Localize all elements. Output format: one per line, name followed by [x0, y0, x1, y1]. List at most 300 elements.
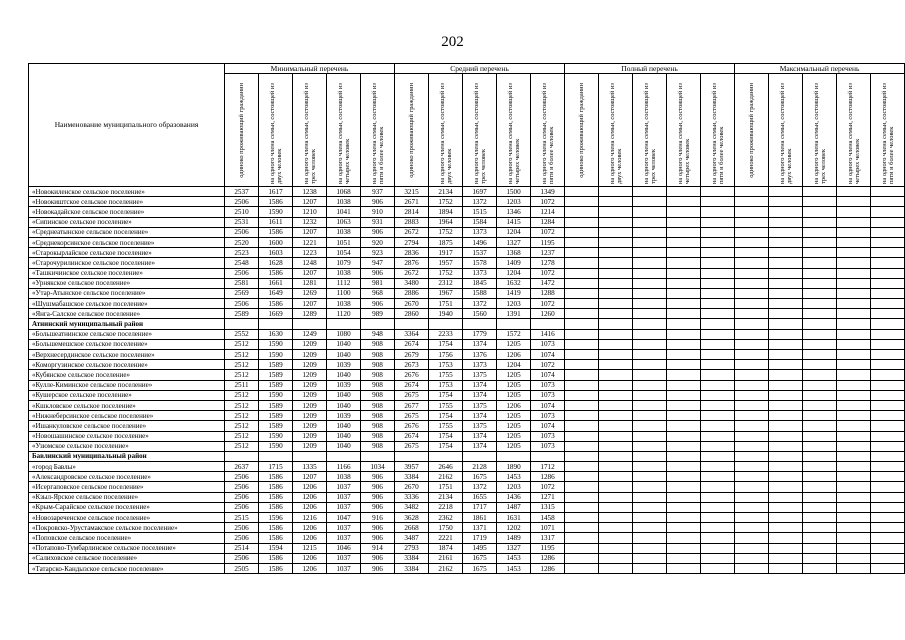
value-cell: [803, 502, 837, 512]
value-cell: [633, 380, 667, 390]
value-cell: [735, 390, 769, 400]
value-cell: 1630: [259, 329, 293, 339]
value-cell: 2506: [225, 533, 259, 543]
value-cell: [667, 421, 701, 431]
value-cell: [837, 278, 871, 288]
value-cell: [803, 268, 837, 278]
value-cell: 2676: [395, 421, 429, 431]
value-cell: 2512: [225, 350, 259, 360]
value-cell: [735, 299, 769, 309]
value-cell: [735, 319, 769, 329]
district-name: Атнинский муниципальный район: [29, 319, 225, 329]
value-cell: [735, 513, 769, 523]
value-cell: 1166: [327, 462, 361, 472]
municipality-name: «Среднекорсинское сельское поселение»: [29, 237, 225, 247]
value-cell: 908: [361, 411, 395, 421]
value-cell: [837, 533, 871, 543]
value-cell: 1195: [531, 237, 565, 247]
value-cell: 2674: [395, 339, 429, 349]
value-cell: 948: [361, 329, 395, 339]
value-cell: [871, 278, 905, 288]
value-cell: [667, 482, 701, 492]
value-cell: 1315: [531, 502, 565, 512]
value-cell: [565, 299, 599, 309]
value-cell: 1751: [429, 299, 463, 309]
value-cell: 908: [361, 350, 395, 360]
value-cell: [667, 258, 701, 268]
value-cell: [735, 370, 769, 380]
value-cell: 2520: [225, 237, 259, 247]
value-cell: 1590: [259, 441, 293, 451]
value-cell: [803, 339, 837, 349]
value-cell: 1628: [259, 258, 293, 268]
value-cell: 1073: [531, 441, 565, 451]
value-cell: 1237: [531, 248, 565, 258]
value-cell: [735, 451, 769, 461]
value-cell: [701, 533, 735, 543]
value-cell: [633, 421, 667, 431]
municipality-name: «Новокиштское сельское поселение»: [29, 197, 225, 207]
column-header: [633, 74, 667, 187]
value-cell: [633, 553, 667, 563]
municipality-name: «Утар-Атынское сельское поселение»: [29, 288, 225, 298]
table-row: [29, 472, 905, 482]
value-cell: [871, 329, 905, 339]
value-cell: 1206: [293, 563, 327, 573]
column-header-label: одиноко проживающий гражданин: [578, 82, 586, 178]
value-cell: 1754: [429, 431, 463, 441]
value-cell: [735, 329, 769, 339]
value-cell: 3384: [395, 553, 429, 563]
value-cell: [803, 329, 837, 339]
value-cell: 1209: [293, 441, 327, 451]
value-cell: [599, 248, 633, 258]
district-name: Бавлинский муниципальный район: [29, 451, 225, 461]
value-cell: [871, 563, 905, 573]
group-header-row: [29, 64, 905, 74]
value-cell: 2506: [225, 492, 259, 502]
value-cell: [701, 431, 735, 441]
municipality-name: «Большеатнинское сельское поселение»: [29, 329, 225, 339]
value-cell: 1040: [327, 431, 361, 441]
value-cell: 1207: [293, 197, 327, 207]
value-cell: [769, 258, 803, 268]
value-cell: [429, 451, 463, 461]
value-cell: [803, 319, 837, 329]
value-cell: [599, 268, 633, 278]
value-cell: 1232: [293, 217, 327, 227]
value-cell: 1669: [259, 309, 293, 319]
value-cell: 914: [361, 543, 395, 553]
value-cell: 2506: [225, 299, 259, 309]
value-cell: [327, 451, 361, 461]
value-cell: [701, 421, 735, 431]
municipality-name: «Узюмское сельское поселение»: [29, 441, 225, 451]
value-cell: [633, 431, 667, 441]
value-cell: 1346: [497, 207, 531, 217]
value-cell: [667, 197, 701, 207]
value-cell: 931: [361, 217, 395, 227]
value-cell: 1317: [531, 533, 565, 543]
value-cell: [837, 248, 871, 258]
value-cell: 1712: [531, 462, 565, 472]
value-cell: 1046: [327, 543, 361, 553]
municipality-name: «Ташкичинское сельское поселение»: [29, 268, 225, 278]
value-cell: [667, 350, 701, 360]
value-cell: [633, 513, 667, 523]
value-cell: 1374: [463, 441, 497, 451]
municipality-name: «Покровско-Урустамакское сельское поселение»: [29, 523, 225, 533]
value-cell: [599, 390, 633, 400]
value-cell: 1349: [531, 187, 565, 197]
value-cell: [633, 411, 667, 421]
column-header-label: на одного члена семьи, состоящей из трех человек: [642, 83, 657, 184]
value-cell: [633, 390, 667, 400]
value-cell: 2506: [225, 523, 259, 533]
value-cell: [837, 472, 871, 482]
value-cell: 2674: [395, 431, 429, 441]
column-header-label: на одного члена семьи, состоящей из двух человек: [778, 83, 793, 184]
value-cell: [837, 207, 871, 217]
column-header-label: на одного члена семьи, состоящей из трех человек: [302, 83, 317, 184]
value-cell: 1207: [293, 227, 327, 237]
value-cell: 1223: [293, 248, 327, 258]
value-cell: 1207: [293, 268, 327, 278]
column-header-label: на одного члена семьи, состоящей из четырех человек: [336, 83, 351, 184]
column-header-label: на одного члена семьи, состоящей из двух человек: [438, 83, 453, 184]
value-cell: [803, 411, 837, 421]
column-header-label: на одного члена семьи, состоящей из двух человек: [268, 83, 283, 184]
value-cell: [837, 299, 871, 309]
value-cell: 1112: [327, 278, 361, 288]
value-cell: 2506: [225, 227, 259, 237]
value-cell: [701, 309, 735, 319]
value-cell: 1072: [531, 299, 565, 309]
value-cell: [837, 237, 871, 247]
value-cell: [803, 431, 837, 441]
value-cell: [769, 411, 803, 421]
value-cell: [769, 227, 803, 237]
value-cell: 2794: [395, 237, 429, 247]
value-cell: 1611: [259, 217, 293, 227]
value-cell: 1209: [293, 370, 327, 380]
municipality-name: «Кулле-Киминское сельское поселение»: [29, 380, 225, 390]
value-cell: [735, 217, 769, 227]
value-cell: [599, 472, 633, 482]
value-cell: [871, 482, 905, 492]
value-cell: [667, 462, 701, 472]
value-cell: 1753: [429, 360, 463, 370]
value-cell: 906: [361, 492, 395, 502]
value-cell: [769, 482, 803, 492]
value-cell: 1940: [429, 309, 463, 319]
value-cell: 1589: [259, 360, 293, 370]
value-cell: [803, 207, 837, 217]
value-cell: [463, 451, 497, 461]
value-cell: 2814: [395, 207, 429, 217]
value-cell: [497, 319, 531, 329]
value-cell: 1500: [497, 187, 531, 197]
value-cell: [565, 390, 599, 400]
value-cell: 1205: [497, 421, 531, 431]
value-cell: [565, 370, 599, 380]
value-cell: 1286: [531, 563, 565, 573]
value-cell: [633, 400, 667, 410]
value-cell: [803, 237, 837, 247]
value-cell: [735, 482, 769, 492]
value-cell: [837, 350, 871, 360]
value-cell: [599, 513, 633, 523]
value-cell: 1204: [497, 227, 531, 237]
value-cell: [599, 319, 633, 329]
table-row: [29, 441, 905, 451]
value-cell: [871, 207, 905, 217]
value-cell: [667, 288, 701, 298]
value-cell: [327, 319, 361, 329]
value-cell: [769, 523, 803, 533]
value-cell: 1779: [463, 329, 497, 339]
value-cell: [599, 299, 633, 309]
value-cell: [599, 411, 633, 421]
value-cell: 1376: [463, 350, 497, 360]
value-cell: 1335: [293, 462, 327, 472]
value-cell: 2679: [395, 350, 429, 360]
value-cell: [599, 339, 633, 349]
table-row: [29, 227, 905, 237]
value-cell: 1415: [497, 217, 531, 227]
column-header: [463, 74, 497, 187]
value-cell: 2506: [225, 197, 259, 207]
value-cell: [871, 350, 905, 360]
value-cell: [871, 513, 905, 523]
value-cell: 2162: [429, 472, 463, 482]
value-cell: 2675: [395, 411, 429, 421]
table-row: [29, 329, 905, 339]
value-cell: 1572: [497, 329, 531, 339]
value-cell: [803, 187, 837, 197]
value-cell: [633, 258, 667, 268]
value-cell: 3482: [395, 502, 429, 512]
value-cell: 1374: [463, 431, 497, 441]
value-cell: 2569: [225, 288, 259, 298]
value-cell: 2505: [225, 563, 259, 573]
value-cell: [599, 563, 633, 573]
value-cell: 1586: [259, 563, 293, 573]
value-cell: 2886: [395, 288, 429, 298]
value-cell: 1037: [327, 553, 361, 563]
value-cell: 2589: [225, 309, 259, 319]
value-cell: [599, 329, 633, 339]
value-cell: 937: [361, 187, 395, 197]
value-cell: [803, 360, 837, 370]
value-cell: [667, 237, 701, 247]
value-cell: [667, 441, 701, 451]
value-cell: 910: [361, 207, 395, 217]
value-cell: [633, 451, 667, 461]
value-cell: [701, 400, 735, 410]
column-header-label: на одного члена семьи, состоящей из пяти и более человек: [540, 83, 555, 184]
value-cell: [633, 309, 667, 319]
value-cell: [803, 451, 837, 461]
value-cell: 1375: [463, 370, 497, 380]
value-cell: [871, 248, 905, 258]
value-cell: 920: [361, 237, 395, 247]
value-cell: [769, 207, 803, 217]
column-header: [395, 74, 429, 187]
value-cell: [735, 309, 769, 319]
value-cell: [701, 370, 735, 380]
value-cell: 1600: [259, 237, 293, 247]
municipality-name: «Нижнеберсинское сельское поселение»: [29, 411, 225, 421]
value-cell: 1206: [497, 350, 531, 360]
column-header-label: на одного члена семьи, состоящей из пяти и более человек: [370, 83, 385, 184]
value-cell: [633, 482, 667, 492]
value-cell: 1209: [293, 421, 327, 431]
value-cell: [837, 523, 871, 533]
table-row: [29, 217, 905, 227]
value-cell: 1589: [259, 370, 293, 380]
value-cell: 1202: [497, 523, 531, 533]
value-cell: [837, 339, 871, 349]
price-table: [28, 63, 905, 574]
value-cell: [599, 197, 633, 207]
value-cell: 1281: [293, 278, 327, 288]
value-cell: 1209: [293, 431, 327, 441]
value-cell: 1489: [497, 533, 531, 543]
value-cell: [871, 339, 905, 349]
value-cell: [735, 248, 769, 258]
column-header: [293, 74, 327, 187]
value-cell: 2672: [395, 268, 429, 278]
value-cell: [803, 462, 837, 472]
value-cell: [769, 268, 803, 278]
value-cell: [633, 268, 667, 278]
value-cell: 1586: [259, 523, 293, 533]
table-row: [29, 400, 905, 410]
value-cell: 1487: [497, 502, 531, 512]
value-cell: 1586: [259, 472, 293, 482]
table-row: [29, 370, 905, 380]
value-cell: 1874: [429, 543, 463, 553]
value-cell: [667, 543, 701, 553]
value-cell: [769, 543, 803, 553]
value-cell: 1260: [531, 309, 565, 319]
value-cell: [769, 248, 803, 258]
value-cell: [667, 431, 701, 441]
value-cell: 1750: [429, 523, 463, 533]
value-cell: 1037: [327, 563, 361, 573]
municipality-name: «Шушмабашское сельское поселение»: [29, 299, 225, 309]
value-cell: 1594: [259, 543, 293, 553]
value-cell: 1374: [463, 411, 497, 421]
value-cell: [599, 288, 633, 298]
value-cell: 1578: [463, 258, 497, 268]
table-row: [29, 309, 905, 319]
value-cell: [871, 187, 905, 197]
value-cell: 1072: [531, 197, 565, 207]
value-cell: 1368: [497, 248, 531, 258]
value-cell: [701, 543, 735, 553]
table-row: [29, 431, 905, 441]
value-cell: 1071: [531, 523, 565, 533]
value-cell: 1288: [531, 288, 565, 298]
value-cell: [599, 217, 633, 227]
value-cell: [565, 462, 599, 472]
value-cell: [667, 207, 701, 217]
value-cell: 2161: [429, 553, 463, 563]
value-cell: 1072: [531, 360, 565, 370]
value-cell: [803, 227, 837, 237]
value-cell: 1249: [293, 329, 327, 339]
value-cell: 1040: [327, 370, 361, 380]
value-cell: [667, 400, 701, 410]
value-cell: [769, 278, 803, 288]
table-row: [29, 278, 905, 288]
value-cell: [871, 441, 905, 451]
value-cell: 1845: [463, 278, 497, 288]
column-header-label: одиноко проживающий гражданин: [748, 82, 756, 178]
value-cell: [667, 380, 701, 390]
value-cell: [735, 563, 769, 573]
value-cell: [565, 258, 599, 268]
value-cell: [735, 278, 769, 288]
value-cell: 1675: [463, 563, 497, 573]
value-cell: [565, 492, 599, 502]
value-cell: 1586: [259, 299, 293, 309]
table-row: [29, 237, 905, 247]
table-row: [29, 543, 905, 553]
value-cell: 2515: [225, 513, 259, 523]
value-cell: 1204: [497, 360, 531, 370]
value-cell: 2514: [225, 543, 259, 553]
value-cell: 1586: [259, 227, 293, 237]
value-cell: 1074: [531, 350, 565, 360]
value-cell: [565, 339, 599, 349]
value-cell: [871, 543, 905, 553]
value-cell: [565, 431, 599, 441]
value-cell: 1038: [327, 227, 361, 237]
value-cell: 906: [361, 299, 395, 309]
value-cell: [667, 299, 701, 309]
value-cell: 1586: [259, 197, 293, 207]
value-cell: [565, 360, 599, 370]
value-cell: 2676: [395, 370, 429, 380]
value-cell: [735, 350, 769, 360]
value-cell: [565, 288, 599, 298]
value-cell: 2670: [395, 299, 429, 309]
value-cell: 906: [361, 472, 395, 482]
value-cell: [871, 472, 905, 482]
table-row: [29, 492, 905, 502]
municipality-name: «Новозареченское сельское поселение»: [29, 513, 225, 523]
municipality-name: «Новокадайское сельское поселение»: [29, 207, 225, 217]
section-row: [29, 319, 905, 329]
value-cell: [701, 360, 735, 370]
value-cell: [837, 553, 871, 563]
value-cell: [803, 380, 837, 390]
value-cell: 2548: [225, 258, 259, 268]
value-cell: 2510: [225, 207, 259, 217]
value-cell: [633, 462, 667, 472]
value-cell: [803, 421, 837, 431]
column-header: [531, 74, 565, 187]
value-cell: [871, 492, 905, 502]
value-cell: [803, 278, 837, 288]
municipality-name: «Сипинское сельское поселение»: [29, 217, 225, 227]
value-cell: [735, 380, 769, 390]
value-cell: 2675: [395, 390, 429, 400]
value-cell: 1453: [497, 563, 531, 573]
